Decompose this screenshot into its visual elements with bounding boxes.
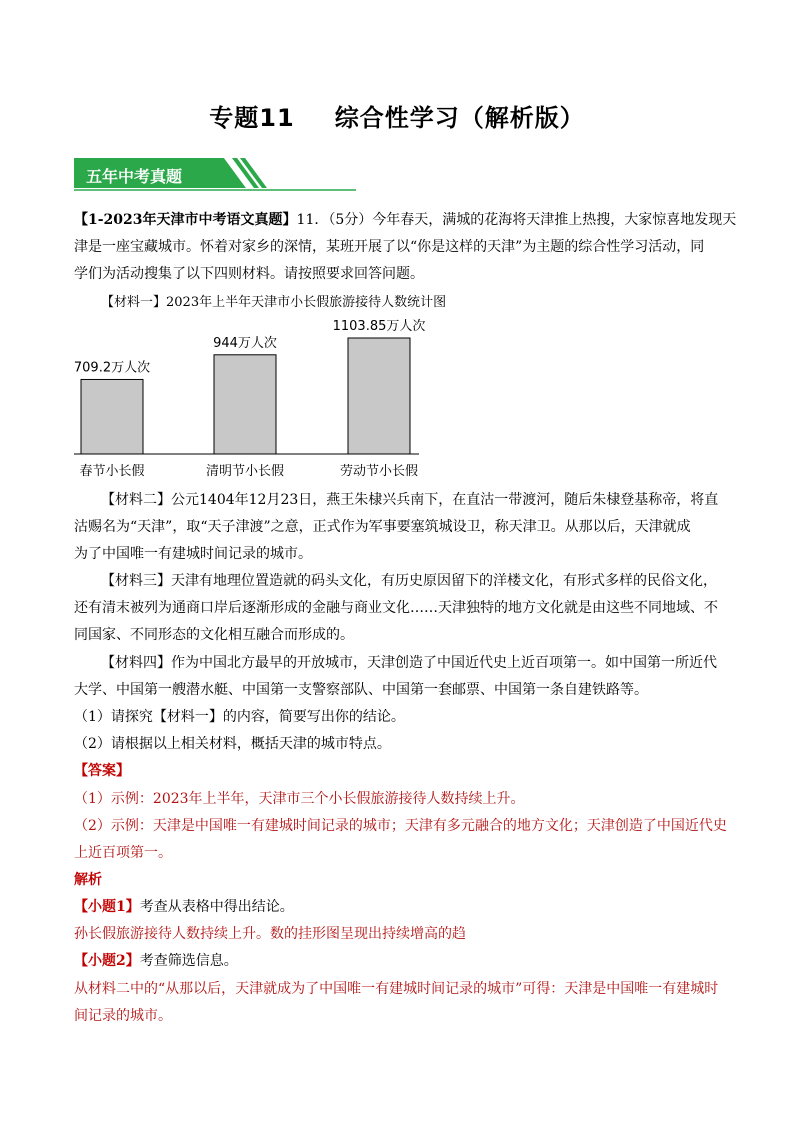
analysis-label: 解析 — [74, 872, 102, 888]
bar-1 — [81, 379, 143, 454]
page-title: 专题11 综合性学习（解析版） — [209, 104, 585, 132]
bar-2 — [214, 355, 276, 454]
section-banner — [74, 158, 356, 192]
sub-question-2: （2）请根据以上相关材料，概括天津的城市特点。 — [74, 736, 391, 752]
material2-line-3: 为了中国唯一有建城时间记录的城市。 — [74, 546, 312, 562]
analysis-q2: 【小题2】考查筛选信息。 — [74, 953, 238, 969]
material1-title: 【材料一】2023年上半年天津市小长假旅游接待人数统计图 — [101, 295, 447, 310]
bar-value-label-2: 944万人次 — [213, 335, 277, 351]
bar-chart — [74, 316, 434, 486]
analysis-q1-detail: 孙长假旅游接待人数持续上升。数的挂形图呈现出持续增高的趋 — [74, 926, 466, 942]
material2-line-2: 沽赐名为“天津”，取“天子津渡”之意，正式作为军事要塞筑城设卫，称天津卫。从那以后，天津就成 — [74, 519, 691, 535]
material3-line-2: 还有清末被列为通商口岸后逐渐形成的金融与商业文化……天津独特的地方文化就是由这些不同地域、不 — [74, 600, 718, 616]
answer-1: （1）示例：2023年上半年，天津市三个小长假旅游接待人数持续上升。 — [74, 791, 525, 807]
answer-2-line-1: （2）示例：天津是中国唯一有建城时间记录的城市；天津有多元融合的地方文化；天津创造了中国近代史 — [74, 818, 727, 834]
material3-line-3: 同国家、不同形态的文化相互融合而形成的。 — [74, 627, 354, 643]
bar-3 — [348, 338, 410, 454]
material2-line-1: 【材料二】公元1404年12月23日，燕王朱棣兴兵南下，在直沽一带渡河，随后朱棣登基称帝，将直 — [101, 492, 719, 508]
analysis-q2-detail-line-1: 从材料二中的“从那以后，天津就成为了中国唯一有建城时间记录的城市”可得：天津是中国唯一有建城时 — [74, 981, 719, 997]
category-label-3: 劳动节小长假 — [339, 464, 419, 479]
bar-value-label-3: 1103.85万人次 — [332, 319, 426, 334]
category-label-1: 春节小长假 — [79, 464, 145, 479]
answer-2-line-2: 上近百项第一。 — [74, 845, 172, 861]
material4-line-2: 大学、中国第一艘潜水艇、中国第一支警察部队、中国第一套邮票、中国第一条自建铁路等。 — [74, 682, 648, 698]
category-label-2: 清明节小长假 — [205, 464, 285, 479]
material3-line-1: 【材料三】天津有地理位置造就的码头文化，有历史原因留下的洋楼文化，有形式多样的民俗文化， — [101, 573, 717, 589]
question-line-1: 【1-2023年天津市中考语文真题】11．（5分）今年春天，满城的花海将天津推上热搜，大家惊喜地发现天 — [74, 212, 737, 228]
analysis-q2-detail-line-2: 间记录的城市。 — [74, 1008, 172, 1024]
banner-label: 五年中考真题 — [86, 167, 183, 186]
question-line-2: 津是一座宝藏城市。怀着对家乡的深情，某班开展了以“你是这样的天津”为主题的综合性学习活动，同 — [74, 239, 705, 255]
analysis-q2-label: 【小题2】 — [74, 953, 140, 969]
question-line-3: 学们为活动搜集了以下四则材料。请按照要求回答问题。 — [74, 266, 424, 282]
material4-line-1: 【材料四】作为中国北方最早的开放城市，天津创造了中国近代史上近百项第一。如中国第一所近代 — [101, 655, 717, 671]
sub-question-1: （1）请探究【材料一】的内容，简要写出你的结论。 — [74, 709, 405, 725]
question-source: 【1-2023年天津市中考语文真题】 — [74, 212, 297, 228]
answer-label: 【答案】 — [74, 763, 130, 779]
analysis-q1: 【小题1】考查从表格中得出结论。 — [74, 899, 294, 915]
analysis-q1-label: 【小题1】 — [74, 899, 140, 915]
bar-value-label-1: 709.2万人次 — [74, 360, 151, 376]
